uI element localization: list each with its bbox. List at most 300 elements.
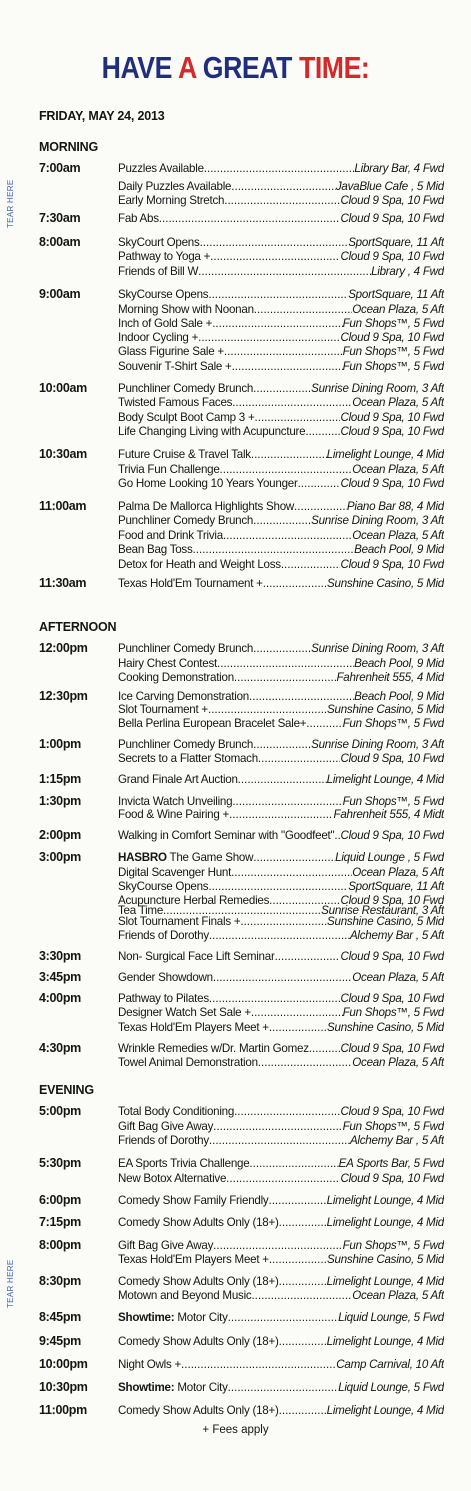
event-location: Sunrise Dining Room, 3 Aft bbox=[311, 642, 444, 655]
event-row bbox=[118, 1239, 444, 1252]
event-name: Ice Carving Demonstration bbox=[118, 690, 250, 703]
event-row bbox=[118, 1134, 444, 1147]
event-location: Cloud 9 Spa, 10 Fwd bbox=[340, 992, 444, 1005]
event-row bbox=[118, 162, 444, 175]
event-row bbox=[118, 752, 444, 765]
event-location: Fun Shops™, 5 Fwd bbox=[342, 1006, 444, 1019]
leader-dots bbox=[204, 162, 355, 175]
event-location: Cloud 9 Spa, 10 Fwd bbox=[340, 477, 444, 490]
event-location: Fun Shops™, 5 Fwd bbox=[342, 317, 444, 330]
leader-dots bbox=[254, 303, 352, 316]
event-location: Limelight Lounge, 4 Mid bbox=[326, 1275, 444, 1288]
leader-dots bbox=[212, 317, 342, 330]
event-row bbox=[118, 808, 444, 821]
leader-dots bbox=[238, 773, 327, 786]
event-row bbox=[118, 1253, 444, 1266]
event-location: Sunshine Casino, 5 Mid bbox=[327, 915, 444, 928]
event-name: Motown and Beyond Music bbox=[118, 1289, 252, 1302]
event-row bbox=[118, 690, 444, 703]
event-row bbox=[118, 543, 444, 556]
time-slot: 8:00pm bbox=[39, 1238, 81, 1252]
event-name: New Botox Alternative bbox=[118, 1172, 227, 1185]
event-row bbox=[118, 558, 444, 571]
event-name: Pathway to Pilates bbox=[118, 992, 209, 1005]
leader-dots bbox=[223, 529, 352, 542]
leader-dots bbox=[232, 795, 342, 808]
event-location: Fun Shops™, 5 Fwd bbox=[342, 717, 444, 730]
event-row bbox=[118, 463, 444, 476]
event-name: Tea Time bbox=[118, 904, 164, 917]
event-row bbox=[118, 1056, 444, 1069]
leader-dots bbox=[200, 236, 349, 249]
event-name: Food & Wine Pairing + bbox=[118, 808, 230, 821]
event-name: Bella Perlina European Bracelet Sale+ bbox=[118, 717, 307, 730]
event-row bbox=[118, 717, 444, 730]
event-row bbox=[118, 500, 444, 513]
event-location: SportSquare, 11 Aft bbox=[348, 288, 444, 301]
fees-note: + Fees apply bbox=[202, 1424, 269, 1436]
event-row bbox=[118, 180, 444, 193]
event-location: Limelight Lounge, 4 Mid bbox=[326, 448, 444, 461]
event-row bbox=[118, 529, 444, 542]
event-location: Library Bar, 4 Fwd bbox=[354, 162, 444, 175]
event-location: Ocean Plaza, 5 Aft bbox=[352, 463, 444, 476]
leader-dots bbox=[220, 463, 353, 476]
leader-dots bbox=[309, 1042, 341, 1055]
leader-dots bbox=[279, 1335, 327, 1348]
event-name: Texas Hold'Em Players Meet + bbox=[118, 1021, 269, 1034]
event-row bbox=[118, 577, 444, 590]
event-row bbox=[118, 1172, 444, 1185]
event-row bbox=[118, 514, 444, 527]
event-location: Fahrenheit 555, 4 Mid bbox=[336, 671, 444, 684]
event-name: Souvenir T-Shirt Sale + bbox=[118, 360, 232, 373]
event-location: Ocean Plaza, 5 Aft bbox=[352, 1289, 444, 1302]
event-row bbox=[118, 992, 444, 1005]
leader-dots bbox=[306, 717, 342, 730]
time-slot: 7:15pm bbox=[39, 1215, 81, 1229]
event-row bbox=[118, 331, 444, 344]
leader-dots bbox=[240, 915, 327, 928]
leader-dots bbox=[268, 1194, 326, 1207]
section-heading-morning: MORNING bbox=[39, 140, 99, 154]
event-location: Liquid Lounge, 5 Fwd bbox=[338, 1381, 444, 1394]
event-location: Sunshine Casino, 5 Mid bbox=[327, 1253, 444, 1266]
leader-dots bbox=[209, 1134, 350, 1147]
event-name: Bean Bag Toss bbox=[118, 543, 193, 556]
tear-here-label-top: TEAR HERE bbox=[6, 179, 15, 228]
event-location: EA Sports Bar, 5 Fwd bbox=[338, 1157, 444, 1170]
leader-dots bbox=[253, 514, 311, 527]
event-row bbox=[118, 657, 444, 670]
event-row bbox=[118, 236, 444, 249]
event-location: Sunrise Dining Room, 3 Aft bbox=[311, 382, 444, 395]
time-slot: 11:30am bbox=[39, 576, 87, 590]
event-name: Invicta Watch Unveiling bbox=[118, 795, 233, 808]
event-name: Walking in Comfort Seminar with "Goodfeet" bbox=[118, 829, 335, 842]
event-row bbox=[118, 866, 444, 879]
event-location: Camp Carnival, 10 Aft bbox=[336, 1358, 444, 1371]
event-row bbox=[118, 1381, 444, 1394]
event-location: Beach Pool, 9 Mid bbox=[354, 657, 444, 670]
leader-dots bbox=[226, 1172, 340, 1185]
leader-dots bbox=[198, 265, 371, 278]
leader-dots bbox=[275, 950, 341, 963]
leader-dots bbox=[213, 1120, 342, 1133]
leader-dots bbox=[305, 425, 340, 438]
title-time: TIME: bbox=[298, 50, 370, 85]
leader-dots bbox=[209, 929, 350, 942]
event-location: Cloud 9 Spa, 10 Fwd bbox=[340, 1105, 444, 1118]
time-slot: 7:30am bbox=[39, 211, 81, 225]
event-row bbox=[118, 1105, 444, 1118]
event-name: Secrets to a Flatter Stomach bbox=[118, 752, 258, 765]
event-name: Fab Abs bbox=[118, 212, 159, 225]
event-location: Ocean Plaza, 5 Aft bbox=[352, 971, 444, 984]
leader-dots bbox=[253, 738, 311, 751]
event-location: Alchemy Bar , 5 Aft bbox=[349, 929, 444, 942]
event-row bbox=[118, 425, 444, 438]
leader-dots bbox=[193, 543, 355, 556]
leader-dots bbox=[224, 194, 340, 207]
event-row bbox=[118, 1335, 444, 1348]
leader-dots bbox=[159, 212, 341, 225]
title-great: GREAT bbox=[202, 50, 299, 85]
event-name: Texas Hold'Em Players Meet + bbox=[118, 1253, 269, 1266]
leader-dots bbox=[232, 360, 343, 373]
leader-dots bbox=[234, 1105, 340, 1118]
leader-dots bbox=[251, 1289, 352, 1302]
event-name: Showtime: Motor City bbox=[118, 1311, 228, 1324]
leader-dots bbox=[234, 671, 337, 684]
event-name: Towel Animal Demonstration bbox=[118, 1056, 258, 1069]
leader-dots bbox=[269, 1253, 327, 1266]
event-row bbox=[118, 477, 444, 490]
event-row bbox=[118, 1275, 444, 1288]
leader-dots bbox=[263, 577, 327, 590]
event-location: Limelight Lounge, 4 Mid bbox=[326, 1194, 444, 1207]
leader-dots bbox=[255, 411, 341, 424]
event-name: Friends of Bill W bbox=[118, 265, 199, 278]
leader-dots bbox=[258, 1056, 352, 1069]
event-name: Body Sculpt Boot Camp 3 + bbox=[118, 411, 255, 424]
time-slot: 9:00am bbox=[39, 287, 81, 301]
event-name: Total Body Conditioning bbox=[118, 1105, 235, 1118]
leader-dots bbox=[298, 477, 341, 490]
leader-dots bbox=[217, 657, 354, 670]
event-row bbox=[118, 194, 444, 207]
event-location: Cloud 9 Spa, 10 Fwd bbox=[340, 894, 444, 907]
time-slot: 3:45pm bbox=[39, 970, 81, 984]
time-slot: 2:00pm bbox=[39, 828, 81, 842]
event-row bbox=[118, 288, 444, 301]
event-name: Hairy Chest Contest bbox=[118, 657, 217, 670]
time-slot: 4:00pm bbox=[39, 991, 81, 1005]
event-location: Sunrise Restaurant, 3 Aft bbox=[321, 904, 444, 917]
leader-dots bbox=[228, 1311, 338, 1324]
event-name: Go Home Looking 10 Years Younger bbox=[118, 477, 298, 490]
event-row bbox=[118, 795, 444, 808]
time-slot: 5:00pm bbox=[39, 1104, 81, 1118]
event-row bbox=[118, 1358, 444, 1371]
event-row bbox=[118, 360, 444, 373]
event-location: Fun Shops™, 5 Fwd bbox=[342, 1239, 444, 1252]
leader-dots bbox=[231, 866, 352, 879]
event-row bbox=[118, 671, 444, 684]
event-name: Twisted Famous Faces bbox=[118, 396, 233, 409]
leader-dots bbox=[251, 1006, 343, 1019]
time-slot: 1:00pm bbox=[39, 737, 81, 751]
leader-dots bbox=[208, 288, 348, 301]
leader-dots bbox=[249, 690, 354, 703]
event-location: Cloud 9 Spa, 10 Fwd bbox=[340, 411, 444, 424]
event-row bbox=[118, 773, 444, 786]
event-name: Texas Hold'Em Tournament + bbox=[118, 577, 263, 590]
event-location: Fun Shops™, 5 Fwd bbox=[342, 360, 444, 373]
event-location: Cloud 9 Spa, 10 Fwd bbox=[340, 1172, 444, 1185]
title-a: A bbox=[177, 50, 203, 85]
event-location: Limelight Lounge, 4 Mid bbox=[326, 1404, 444, 1417]
event-row bbox=[118, 250, 444, 263]
event-name: Glass Figurine Sale + bbox=[118, 345, 224, 358]
leader-dots bbox=[232, 396, 352, 409]
time-slot: 4:30pm bbox=[39, 1041, 81, 1055]
event-name: EA Sports Trivia Challenge bbox=[118, 1157, 250, 1170]
event-location: Alchemy Bar , 5 Aft bbox=[349, 1134, 444, 1147]
event-location: Liquid Lounge , 5 Fwd bbox=[335, 851, 444, 864]
leader-dots bbox=[198, 331, 340, 344]
event-location: Fun Shops™, 5 Fwd bbox=[342, 1120, 444, 1133]
time-slot: 6:00pm bbox=[39, 1193, 81, 1207]
event-row bbox=[118, 382, 444, 395]
time-slot: 11:00pm bbox=[39, 1403, 87, 1417]
tear-here-label-bottom: TEAR HERE bbox=[6, 1259, 15, 1308]
event-location: Fun Shops™, 5 Fwd bbox=[342, 345, 444, 358]
time-slot: 12:00pm bbox=[39, 641, 88, 655]
event-row bbox=[118, 265, 444, 278]
leader-dots bbox=[224, 345, 343, 358]
event-name: Punchliner Comedy Brunch bbox=[118, 738, 254, 751]
event-name: Puzzles Available bbox=[118, 162, 204, 175]
event-name: Life Changing Living with Acupuncture bbox=[118, 425, 306, 438]
event-name: Gender Showdown bbox=[118, 971, 213, 984]
event-name: Pathway to Yoga + bbox=[118, 250, 211, 263]
event-name: Digital Scavenger Hunt bbox=[118, 866, 232, 879]
leader-dots bbox=[251, 448, 327, 461]
event-row bbox=[118, 1157, 444, 1170]
leader-dots bbox=[294, 500, 347, 513]
event-name: Slot Tournament Finals + bbox=[118, 915, 241, 928]
leader-dots bbox=[279, 1404, 327, 1417]
time-slot: 10:30am bbox=[39, 447, 87, 461]
time-slot: 10:30pm bbox=[39, 1380, 88, 1394]
event-name: Grand Finale Art Auction bbox=[118, 773, 238, 786]
event-name: Future Cruise & Travel Talk bbox=[118, 448, 251, 461]
event-row bbox=[118, 851, 444, 864]
event-location: Sunshine Casino, 5 Mid bbox=[327, 1021, 444, 1034]
leader-dots bbox=[181, 1358, 336, 1371]
event-name: Punchliner Comedy Brunch bbox=[118, 514, 254, 527]
event-location: Piano Bar 88, 4 Mid bbox=[346, 500, 444, 513]
event-location: Limelight Lounge, 4 Mid bbox=[326, 1335, 444, 1348]
event-location: Fahrenheit 555, 4 Midt bbox=[333, 808, 444, 821]
leader-dots bbox=[269, 1021, 327, 1034]
event-name: Cooking Demonstration bbox=[118, 671, 234, 684]
leader-dots bbox=[229, 808, 333, 821]
event-row bbox=[118, 971, 444, 984]
event-row bbox=[118, 1194, 444, 1207]
event-name: Inch of Gold Sale + bbox=[118, 317, 213, 330]
event-location: Cloud 9 Spa, 10 Fwd bbox=[340, 425, 444, 438]
event-location: Sunrise Dining Room, 3 Aft bbox=[311, 514, 444, 527]
event-name: Palma De Mallorca Highlights Show bbox=[118, 500, 295, 513]
leader-dots bbox=[253, 851, 335, 864]
event-row bbox=[118, 212, 444, 225]
event-location: JavaBlue Cafe , 5 Mid bbox=[335, 180, 444, 193]
leader-dots bbox=[258, 752, 341, 765]
event-name: Wrinkle Remedies w/Dr. Martin Gomez bbox=[118, 1042, 309, 1055]
event-location: Cloud 9 Spa, 10 Fwd bbox=[340, 212, 444, 225]
event-name: Detox for Heath and Weight Loss bbox=[118, 558, 281, 571]
event-name: Slot Tournament + bbox=[118, 703, 208, 716]
event-row bbox=[118, 950, 444, 963]
event-name: Punchliner Comedy Brunch bbox=[118, 382, 254, 395]
event-location: Cloud 9 Spa, 10 Fwd bbox=[340, 1042, 444, 1055]
leader-dots bbox=[228, 1381, 338, 1394]
event-name: SkyCourse Opens bbox=[118, 288, 209, 301]
event-location: Cloud 9 Spa, 10 Fwd bbox=[340, 194, 444, 207]
event-row bbox=[118, 642, 444, 655]
event-row bbox=[118, 929, 444, 942]
section-heading-afternoon: AFTERNOON bbox=[39, 620, 117, 634]
event-row bbox=[118, 829, 444, 842]
event-row bbox=[118, 880, 444, 893]
event-location: SportSquare, 11 Aft bbox=[348, 236, 444, 249]
leader-dots bbox=[213, 971, 352, 984]
time-slot: 12:30pm bbox=[39, 689, 88, 703]
event-name: Indoor Cycling + bbox=[118, 331, 199, 344]
leader-dots bbox=[213, 1239, 342, 1252]
time-slot: 1:15pm bbox=[39, 772, 81, 786]
leader-dots bbox=[253, 382, 311, 395]
time-slot: 10:00pm bbox=[39, 1357, 88, 1371]
leader-dots bbox=[231, 180, 336, 193]
event-name: Gift Bag Give Away bbox=[118, 1239, 214, 1252]
event-name: Morning Show with Noonan bbox=[118, 303, 254, 316]
event-location: Fun Shops™, 5 Fwd bbox=[342, 795, 444, 808]
event-name: HASBRO The Game Show bbox=[118, 851, 254, 864]
event-location: Sunshine Casino, 5 Mid bbox=[327, 703, 444, 716]
schedule-date: FRIDAY, MAY 24, 2013 bbox=[39, 109, 165, 123]
event-row bbox=[118, 1021, 444, 1034]
event-row bbox=[118, 345, 444, 358]
event-row bbox=[118, 1289, 444, 1302]
event-location: Sunshine Casino, 5 Mid bbox=[327, 577, 444, 590]
event-location: SportSquare, 11 Aft bbox=[348, 880, 444, 893]
time-slot: 10:00am bbox=[39, 381, 87, 395]
event-name: Friends of Dorothy bbox=[118, 929, 209, 942]
event-name: Comedy Show Adults Only (18+) bbox=[118, 1216, 279, 1229]
event-row bbox=[118, 396, 444, 409]
time-slot: 11:00am bbox=[39, 499, 87, 513]
event-location: Cloud 9 Spa, 10 Fwd bbox=[340, 950, 444, 963]
event-name: Punchliner Comedy Brunch bbox=[118, 642, 254, 655]
event-name: Showtime: Motor City bbox=[118, 1381, 228, 1394]
event-name: Daily Puzzles Available bbox=[118, 180, 232, 193]
time-slot: 3:30pm bbox=[39, 949, 81, 963]
event-row bbox=[118, 1120, 444, 1133]
leader-dots bbox=[208, 880, 348, 893]
leader-dots bbox=[209, 992, 341, 1005]
event-name: Comedy Show Adults Only (18+) bbox=[118, 1335, 279, 1348]
time-slot: 1:30pm bbox=[39, 794, 81, 808]
event-location: Cloud 9 Spa, 10 Fwd bbox=[340, 558, 444, 571]
leader-dots bbox=[279, 1216, 327, 1229]
event-row bbox=[118, 411, 444, 424]
event-row bbox=[118, 738, 444, 751]
event-row bbox=[118, 303, 444, 316]
event-location: Beach Pool, 9 Mid bbox=[354, 543, 444, 556]
event-name: Trivia Fun Challenge bbox=[118, 463, 220, 476]
event-row bbox=[118, 1042, 444, 1055]
event-row bbox=[118, 703, 444, 716]
event-row bbox=[118, 1006, 444, 1019]
section-heading-evening: EVENING bbox=[39, 1083, 94, 1097]
event-name: SkyCourt Opens bbox=[118, 236, 200, 249]
event-name: Designer Watch Set Sale + bbox=[118, 1006, 251, 1019]
leader-dots bbox=[253, 642, 311, 655]
event-location: Cloud 9 Spa, 10 Fwd bbox=[340, 752, 444, 765]
event-row bbox=[118, 448, 444, 461]
leader-dots bbox=[279, 1275, 327, 1288]
event-name: Friends of Dorothy bbox=[118, 1134, 209, 1147]
event-name: Acupuncture Herbal Remedies bbox=[118, 894, 270, 907]
event-location: Ocean Plaza, 5 Aft bbox=[352, 396, 444, 409]
event-name: Food and Drink Trivia bbox=[118, 529, 223, 542]
leader-dots bbox=[210, 250, 340, 263]
event-name: Comedy Show Adults Only (18+) bbox=[118, 1404, 279, 1417]
event-name: Night Owls + bbox=[118, 1358, 182, 1371]
event-row bbox=[118, 317, 444, 330]
title-have: HAVE bbox=[101, 50, 178, 85]
event-row bbox=[118, 1311, 444, 1324]
event-location: Cloud 9 Spa, 10 Fwd bbox=[340, 250, 444, 263]
event-row bbox=[118, 1404, 444, 1417]
event-location: Cloud 9 Spa, 10 Fwd bbox=[340, 331, 444, 344]
time-slot: 3:00pm bbox=[39, 850, 81, 864]
event-location: Beach Pool, 9 Mid bbox=[354, 690, 444, 703]
event-location: Sunrise Dining Room, 3 Aft bbox=[311, 738, 444, 751]
time-slot: 8:00am bbox=[39, 235, 81, 249]
leader-dots bbox=[208, 703, 327, 716]
event-location: Limelight Lounge, 4 Mid bbox=[326, 1216, 444, 1229]
event-location: Ocean Plaza, 5 Aft bbox=[352, 303, 444, 316]
event-location: Liquid Lounge, 5 Fwd bbox=[338, 1311, 444, 1324]
time-slot: 7:00am bbox=[39, 161, 81, 175]
event-location: Cloud 9 Spa, 10 Fwd bbox=[340, 829, 444, 842]
time-slot: 5:30pm bbox=[39, 1156, 81, 1170]
time-slot: 9:45pm bbox=[39, 1334, 81, 1348]
event-name: Early Morning Stretch bbox=[118, 194, 225, 207]
event-name: Gift Bag Give Away bbox=[118, 1120, 214, 1133]
time-slot: 8:45pm bbox=[39, 1310, 81, 1324]
event-name: Comedy Show Adults Only (18+) bbox=[118, 1275, 279, 1288]
event-location: Library , 4 Fwd bbox=[371, 265, 444, 278]
event-name: Comedy Show Family Friendly bbox=[118, 1194, 269, 1207]
event-row bbox=[118, 915, 444, 928]
leader-dots bbox=[249, 1157, 338, 1170]
event-name: SkyCourse Opens bbox=[118, 880, 209, 893]
